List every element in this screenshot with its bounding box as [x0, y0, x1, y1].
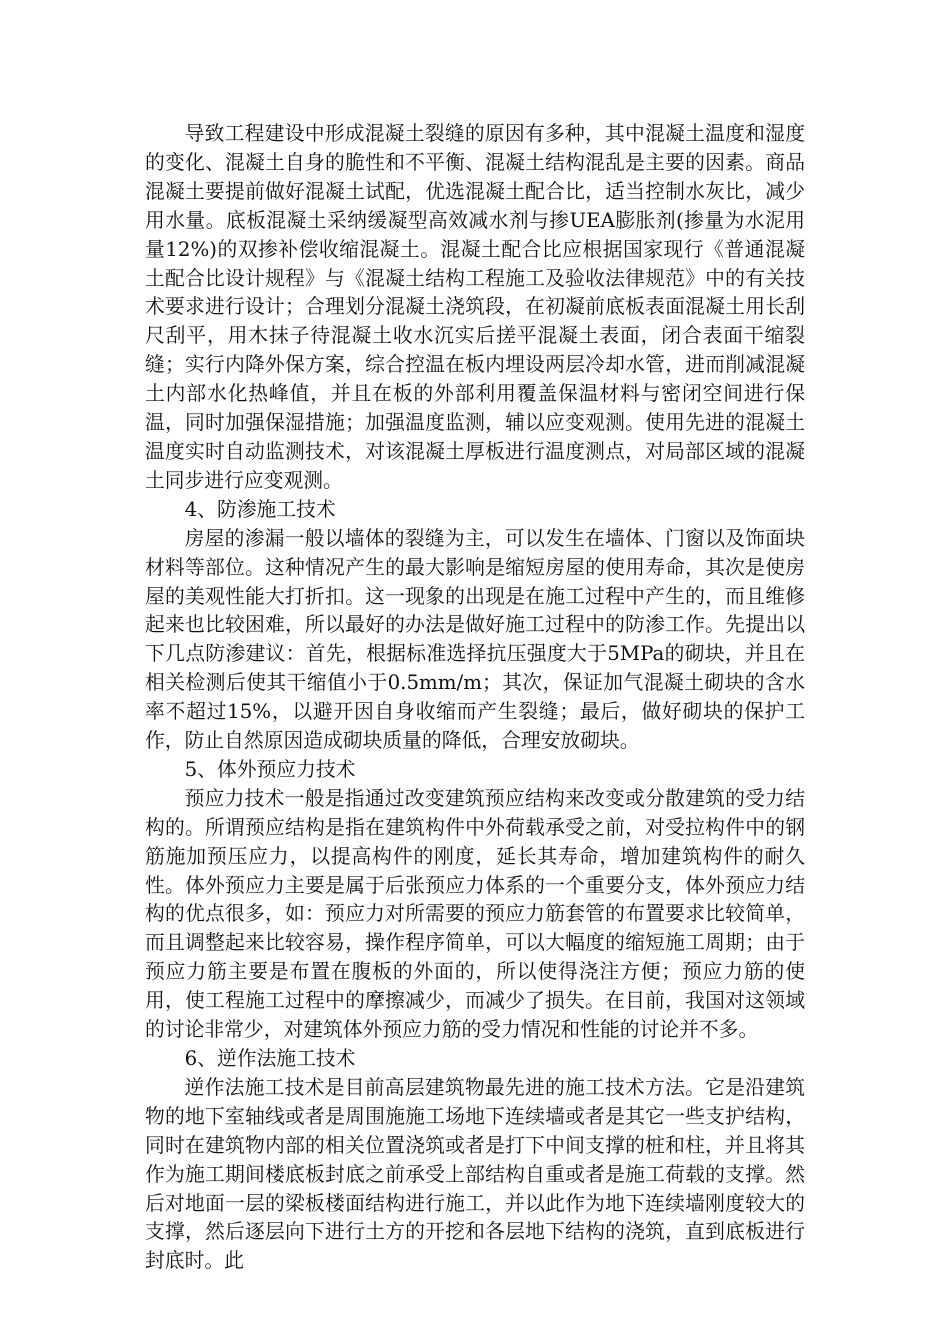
paragraph-external-prestress: 预应力技术一般是指通过改变建筑预应结构来改变或分散建筑的受力结构的。所谓预应结构是指在建筑构件中外荷载承受之前，对受拉构件中的钢筋施加预压应力，以提高构件的刚度，延长其寿命，增加建筑构件的耐久性。体外预应力主要是属于后张预应力体系的一个重要分支，体外预应力结构的优点很多，如：预应力对所需要的预应力筋套管的布置要求比较简单，而且调整起来比较容易，操作程序简单，可以大幅度的缩短施工周期；由于预应力筋主要是布置在腹板的外面的，所以使得浇注方便；预应力筋的使用，使工程施工过程中的摩擦减少，而减少了损失。在目前，我国对这领域的讨论非常少，对建筑体外预应力筋的受力情况和性能的讨论并不多。 — [145, 786, 805, 1042]
document-body — [145, 120, 805, 1276]
paragraph-top-down-construction: 逆作法施工技术是目前高层建筑物最先进的施工技术方法。它是沿建筑物的地下室轴线或者是周围施施工场地下连续墙或者是其它一些支护结构，同时在建筑物内部的相关位置浇筑或者是打下中间支撑的桩和柱，并且将其作为施工期间楼底板封底之前承受上部结构自重或者是施工荷载的支撑。然后对地面一层的梁板楼面结构进行施工，并以此作为地下连续墙刚度较大的支撑，然后逐层向下进行土方的开挖和各层地下结构的浇筑，直到底板进行封底时。此 — [145, 1075, 805, 1273]
paragraph-concrete-cracks: 导致工程建设中形成混凝土裂缝的原因有多种，其中混凝土温度和湿度的变化、混凝土自身的脆性和不平衡、混凝土结构混乱是主要的因素。商品混凝土要提前做好混凝土试配，优选混凝土配合比，适当控制水灰比，减少用水量。底板混凝土采纳缓凝型高效减水剂与掺UEA膨胀剂(掺量为水泥用量12%)的双掺补偿收缩混凝土。混凝土配合比应根据国家现行《普通混凝土配合比设计规程》与《混凝土结构工程施工及验收法律规范》中的有关技术要求进行设计；合理划分混凝土浇筑段，在初凝前底板表面混凝土用长刮尺刮平，用木抹子待混凝土收水沉实后搓平混凝土表面，闭合表面干缩裂缝；实行内降外保方案，综合控温在板内埋设两层冷却水管，进而削减混凝土内部水化热峰值，并且在板的外部利用覆盖保温材料与密闭空间进行保温，同时加强保湿措施；加强温度监测，辅以应变观测。使用先进的混凝土温度实时自动监测技术，对该混凝土厚板进行温度测点，对局部区域的混凝土同步进行应变观测。 — [145, 122, 805, 492]
paragraph-anti-seepage: 房屋的渗漏一般以墙体的裂缝为主，可以发生在墙体、门窗以及饰面块材料等部位。这种情况产生的最大影响是缩短房屋的使用寿命，其次是使房屋的美观性能大打折扣。这一现象的出现是在施工过程中产生的，而且维修起来也比较困难，所以最好的办法是做好施工过程中的防渗工作。先提出以下几点防渗建议：首先，根据标准选择抗压强度大于5MPa的砌块，并且在相关检测后使其干缩值小于0.5mm/m；其次，保证加气混凝土砌块的含水率不超过15%，以避开因自身收缩而产生裂缝；最后，做好砌块的保护工作，防止自然原因造成砌块质量的降低，合理安放砌块。 — [145, 526, 805, 753]
heading-anti-seepage: 4、防渗施工技术 — [184, 497, 336, 521]
heading-top-down-construction: 6、逆作法施工技术 — [184, 1047, 356, 1070]
heading-external-prestress: 5、体外预应力技术 — [184, 757, 356, 781]
